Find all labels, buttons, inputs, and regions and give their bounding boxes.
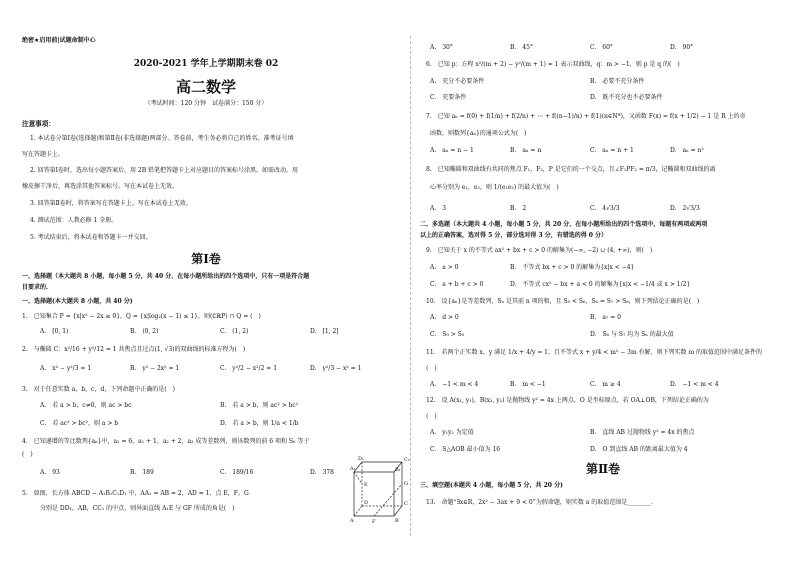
question-12-stem: 12. 设 A(x₁, y₁)，B(x₂, y₂) 是抛物线 y² = 4x 上两点，O 是坐标原点，若 OA⊥OB，下列结论正确的为 bbox=[426, 397, 709, 404]
q2-option-b: B. y² − 2x² = 1 bbox=[130, 365, 180, 372]
question-4-stem-cont: ( ) bbox=[22, 451, 33, 458]
vertex-label: A₁ bbox=[350, 466, 356, 472]
part2-title: 第Ⅱ卷 bbox=[585, 462, 621, 476]
q11-option-d: D. −1 < m < 4 bbox=[670, 381, 719, 388]
question-13-stem: 13. 命题“∃x∈R，2x² − 3ax + 9 < 0”为假命题，则实数 a 的取值范围是________. bbox=[426, 499, 654, 506]
q1-option-c: C. (1, 2) bbox=[220, 328, 249, 335]
q8-option-d: D. 2√3/3 bbox=[670, 205, 700, 212]
q7-option-d: D. aₙ = n² bbox=[670, 147, 704, 154]
q3-option-a: A. 若 a > b，c≠0，则 ac > bc bbox=[40, 402, 132, 409]
q1-option-a: A. [0, 1) bbox=[40, 328, 69, 335]
exam-title: 2020-2021 学年上学期期末卷 02 bbox=[133, 59, 279, 69]
q4-option-b: B. 189 bbox=[130, 469, 154, 476]
part1-title: 第Ⅰ卷 bbox=[191, 252, 221, 266]
section3-heading: 三、填空题(本题共 4 小题，每小题 5 分，共 20 分) bbox=[420, 482, 563, 489]
q9-option-b: B. 不等式 bx + c > 0 的解集为{x|x < −4} bbox=[510, 264, 635, 271]
subject-title: 高二数学 bbox=[175, 78, 236, 96]
vertex-label: D₁ bbox=[358, 456, 365, 462]
q7-option-b: B. aₙ = n bbox=[510, 147, 542, 154]
q8-option-b: B. 2 bbox=[510, 205, 527, 212]
note-line: 2. 回答第Ⅰ卷时，选出每小题答案后，用 2B 铅笔把答题卡上对应题目的答案标号涂黑。如需改动，用 bbox=[30, 167, 299, 174]
q11-option-a: A. −1 < m < 4 bbox=[430, 381, 479, 388]
note-line: 写在答题卡上。 bbox=[22, 151, 65, 158]
vertex-label: B₁ bbox=[395, 467, 401, 473]
vertex-label: E bbox=[364, 482, 368, 488]
notes-heading: 注意事项： bbox=[22, 120, 55, 128]
q9-option-c: C. a + b + c > 0 bbox=[430, 281, 484, 288]
q11-option-b: B. m < −1 bbox=[510, 381, 546, 388]
question-4-stem: 4. 已知递增的等比数列{aₙ}中，a₂ = 6，a₁ + 1，a₂ + 2，a₃ 成等差数列，则该数列的前 6 项和 S₆ 等于 bbox=[22, 438, 310, 445]
q6-option-a: A. 充分不必要条件 bbox=[430, 78, 485, 85]
vertex-label: D bbox=[364, 500, 369, 506]
question-7-stem: 7. 已知 aₙ = f(0) + f(1/n) + f(2/n) + ⋯ + f((n−1)/n) + f(1)(n∈N*)，又函数 F(x) = f(x + 1/2) − 1 是 R 上的奇 bbox=[426, 113, 746, 120]
question-7-stem-cont: 函数，则数列{aₙ}的通项公式为( ) bbox=[430, 130, 527, 137]
question-11-stem: 11. 若两个正实数 x，y 满足 1/x + 4/y = 1，且不等式 x + y/4 < m² − 3m 有解，则下列实数 m 的取值范围中满足条件的 bbox=[426, 349, 763, 356]
vertex-label: F bbox=[372, 519, 376, 524]
note-line: 3. 回答第Ⅱ卷时，将答案写在答题卡上。写在本试卷上无效。 bbox=[30, 200, 192, 207]
q1-option-d: D. [1, 2] bbox=[310, 328, 339, 335]
q5-option-c: C. 60° bbox=[590, 44, 613, 51]
section1-heading-cont: 目要求的. bbox=[22, 284, 49, 291]
q10-option-d: D. S₆ 与 S₇ 均为 Sₙ 的最大值 bbox=[590, 331, 674, 338]
q12-option-b: B. 直线 AB 过抛物线 y² = 4x 的焦点 bbox=[590, 429, 695, 436]
q6-option-c: C. 充要条件 bbox=[430, 94, 467, 101]
q8-option-c: C. 4√3/3 bbox=[590, 205, 620, 212]
q2-option-c: C. y²/2 − x²/2 = 1 bbox=[220, 365, 278, 372]
question-9-stem: 9. 已知关于 x 的不等式 ax² + bx + c > 0 的解集为(−∞, −2) ∪ (4, +∞)，则( ) bbox=[426, 247, 653, 254]
q3-option-b: B. 若 a > b，则 ac² > bc² bbox=[220, 402, 299, 409]
question-12-stem-cont: ( ) bbox=[426, 413, 437, 420]
question-5-stem-cont: 分别是 DD₁，AB，CC₁ 的中点，则异面直线 A₁E 与 GF 所成的角是( ) bbox=[40, 505, 235, 512]
question-8-stem-cont: 心率分别为 e₁，e₂，则 1/(e₁e₂) 的最大值为( ) bbox=[430, 184, 559, 191]
note-line: 1. 本试卷分第Ⅰ卷(选择题)和第Ⅱ卷(非选择题)两部分。答卷前，考生务必将自己的姓名、准考证号填 bbox=[30, 135, 294, 142]
q11-option-c: C. m ≥ 4 bbox=[590, 381, 621, 388]
vertex-label: B bbox=[395, 518, 399, 524]
question-8-stem: 8. 已知椭圆和双曲线有共同的焦点 F₁，F₂，P 是它们的一个交点，且∠F₁PF₂ = π/3，记椭圆和双曲线的离 bbox=[426, 166, 716, 173]
sub-heading: 一、选择题(本大题共 8 小题，共 40 分) bbox=[22, 298, 133, 305]
vertex-label: C₁ bbox=[404, 457, 410, 463]
q6-option-d: D. 既不充分也不必要条件 bbox=[590, 94, 663, 101]
q2-option-d: D. y²/3 − x² = 1 bbox=[310, 365, 362, 372]
q7-option-c: C. aₙ = n + 1 bbox=[590, 147, 634, 154]
q1-option-b: B. (0, 2) bbox=[130, 328, 159, 335]
question-11-stem-cont: ( ) bbox=[426, 365, 437, 372]
question-6-stem: 6. 已知 p：方程 x²/(m + 2) − y²/(m + 1) = 1 表示双曲线，q：m > −1，则 p 是 q 的( ) bbox=[426, 61, 680, 68]
section2-heading: 二、多选题（本大题共 4 小题，每小题 5 分，共 20 分，在每小题所给出的四个选项中，每题有两项或两项 bbox=[420, 221, 708, 228]
secret-label: 绝密★启用前|试题命制中心 bbox=[22, 37, 96, 44]
exam-info: （考试时间：120 分钟 试卷满分：150 分） bbox=[144, 100, 268, 107]
q5-option-a: A. 30° bbox=[430, 44, 453, 51]
q5-option-d: D. 90° bbox=[670, 44, 694, 51]
q6-option-b: B. 必要不充分条件 bbox=[590, 78, 645, 85]
vertex-label: G bbox=[404, 481, 408, 487]
note-line: 橡皮擦干净后，再选涂其他答案标号。写在本试卷上无效。 bbox=[22, 183, 179, 190]
q12-option-a: A. y₁y₂ 为定值 bbox=[430, 429, 474, 436]
q3-option-c: C. 若 ac² > bc²，则 a > b bbox=[40, 420, 119, 427]
q9-option-a: A. a > 0 bbox=[430, 264, 459, 271]
question-5-stem: 5. 如图，长方体 ABCD − A₁B₁C₁D₁ 中，AA₁ = AB = 2，AD = 1，点 E，F，G bbox=[22, 490, 249, 497]
q3-option-d: D. 若 a > b，则 1/a < 1/b bbox=[220, 420, 299, 427]
cuboid-figure bbox=[350, 452, 412, 524]
right-column bbox=[412, 0, 794, 562]
q4-option-c: C. 189/16 bbox=[220, 469, 254, 476]
q4-option-d: D. 378 bbox=[310, 469, 334, 476]
q10-option-c: C. S₉ > S₅ bbox=[430, 331, 465, 338]
q2-option-a: A. x² − y²/3 = 1 bbox=[40, 365, 92, 372]
column-divider bbox=[410, 36, 411, 536]
question-3-stem: 3. 对于任意实数 a，b，c，d，下列命题中正确的是( ) bbox=[22, 386, 175, 393]
q10-option-b: B. a₇ = 0 bbox=[590, 314, 621, 321]
vertex-label: C bbox=[404, 501, 408, 507]
question-10-stem: 10. 设{aₙ}是等差数列，Sₙ 是其前 n 项的和，且 S₅ < S₆，S₆ = S₇ > S₈，则下列结论正确的是( ) bbox=[426, 298, 700, 305]
q4-option-a: A. 93 bbox=[40, 469, 60, 476]
q12-option-c: C. S△AOB 最小值为 16 bbox=[430, 446, 501, 453]
q10-option-a: A. d > 0 bbox=[430, 314, 459, 321]
q9-option-d: D. 不等式 cx² − bx + a < 0 的解集为{x|x < −1/4 或 x > 1/2} bbox=[510, 281, 691, 288]
question-1-stem: 1. 已知集合 P = {x|x² − 2x ≥ 0}，Q = {x|log₂(x − 1) ≤ 1}，则(∁ℝP) ∩ Q = ( ) bbox=[22, 313, 261, 320]
q5-option-b: B. 45° bbox=[510, 44, 533, 51]
vertex-label: A bbox=[350, 518, 354, 524]
section1-heading: 一、选择题（本大题共 8 小题，每小题 5 分，共 40 分，在每小题所给出的四个选项中，只有一项是符合题 bbox=[22, 273, 310, 280]
section2-heading-cont: 以上的正确答案，选对得 5 分，部分选对得 3 分，有错选的得 0 分） bbox=[420, 232, 608, 239]
q7-option-a: A. aₙ = n − 1 bbox=[430, 147, 474, 154]
note-line: 4. 测试范围：人教必修 1 全册。 bbox=[30, 217, 118, 224]
q8-option-a: A. 3 bbox=[430, 205, 447, 212]
note-line: 5. 考试结束后，将本试卷和答题卡一并交回。 bbox=[30, 234, 152, 241]
question-2-stem: 2. 与椭圆 C：x²/16 + y²/12 = 1 共焦点且过点(1, √3)的双曲线的标准方程为( ) bbox=[22, 346, 246, 353]
q12-option-d: D. O 到直线 AB 的距离最大值为 4 bbox=[590, 446, 688, 453]
